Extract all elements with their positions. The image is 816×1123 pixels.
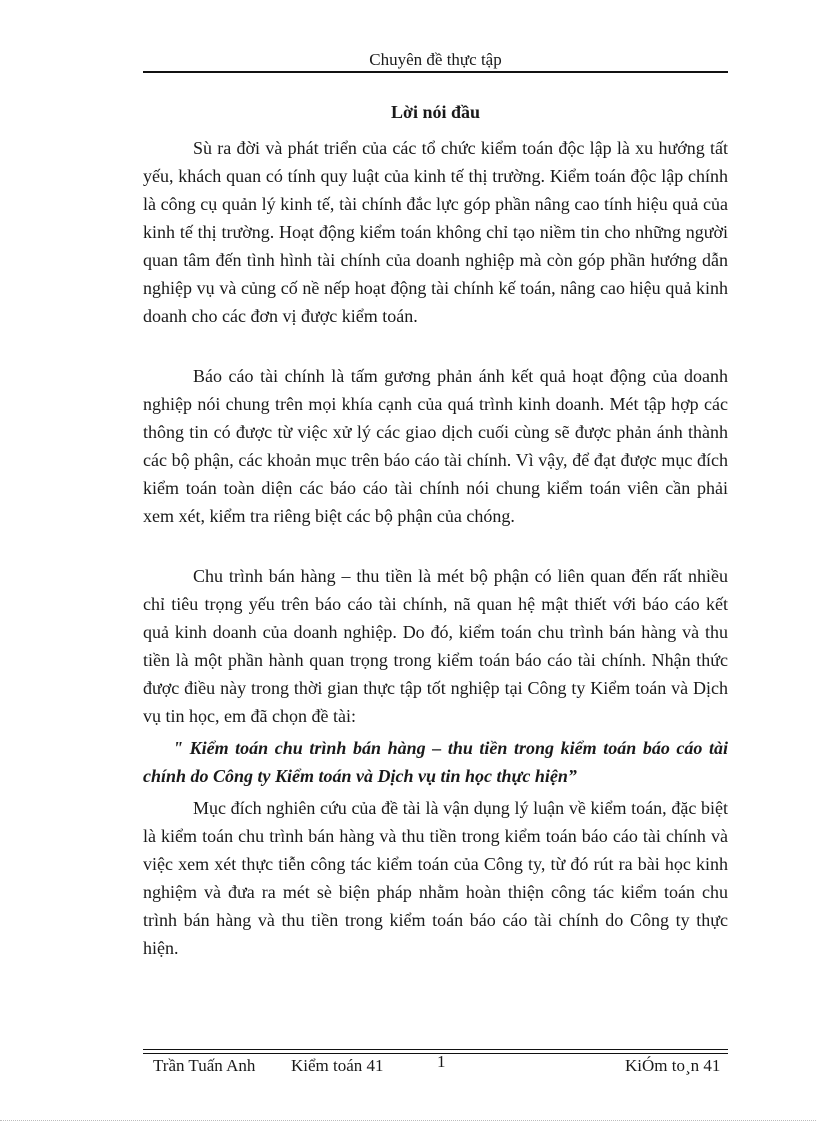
header-rule — [143, 71, 728, 73]
paragraph-3: Chu trình bán hàng – thu tiền là mét bộ phận có liên quan đến rất nhiều chỉ tiêu trọng yếu trên báo cáo tài chính, nã quan hệ mật thiết với báo cáo kết quả kinh doanh của doanh nghiệp. Do đó, kiểm toán chu trình bán hàng và thu tiền là một phần hành quan trọng trong kiểm toán báo cáo tài chính. Nhận thức được điều này trong thời gian thực tập tốt nghiệp tại Công ty Kiểm toán và Dịch vụ tin học, em đã chọn đề tài: — [143, 566, 728, 726]
footer-course: Kiểm toán 41 — [291, 1056, 384, 1075]
document-heading: Lời nói đầu — [390, 102, 480, 122]
footer-author: Trần Tuấn Anh — [153, 1056, 256, 1075]
page-number: 1 — [437, 1052, 446, 1071]
page-header-title: Chuyên đề thực tập — [369, 50, 502, 69]
footer-rule — [143, 1049, 728, 1054]
page-edge — [0, 1120, 816, 1121]
paragraph-2: Báo cáo tài chính là tấm gương phản ánh kết quả hoạt động của doanh nghiệp nói chung trên mọi khía cạnh của quá trình kinh doanh. Mét tập hợp các thông tin có được từ việc xử lý các giao dịch cuối cùng sẽ được phản ánh thành các bộ phận, các khoản mục trên báo cáo tài chính. Vì vậy, để đạt được mục đích kiểm toán toàn diện các báo cáo tài chính nói chung kiểm toán viên cần phải xem xét, kiểm tra riêng biệt các bộ phận của chóng. — [143, 366, 728, 526]
paragraph-5: Mục đích nghiên cứu của đề tài là vận dụng lý luận về kiểm toán, đặc biệt là kiểm toán chu trình bán hàng và thu tiền trong kiểm toán báo cáo tài chính và việc xem xét thực tiễn công tác kiểm toán của Công ty, từ đó rút ra bài học kinh nghiệm và đưa ra mét sè biện pháp nhằm hoàn thiện công tác kiểm toán chu trình bán hàng và thu tiền trong kiểm toán báo cáo tài chính do Công ty thực hiện. — [143, 798, 728, 958]
thesis-title: " Kiểm toán chu trình bán hàng – thu tiền trong kiểm toán báo cáo tài chính do Công ty Kiểm toán và Dịch vụ tin học thực hiện” — [143, 738, 728, 786]
footer-right-text: KiÓm to¸n 41 — [625, 1056, 721, 1075]
paragraph-1: Sù ra đời và phát triển của các tổ chức kiểm toán độc lập là xu hướng tất yếu, khách quan có tính quy luật của kinh tế thị trường. Kiểm toán độc lập chính là công cụ quản lý kinh tế, tài chính đắc lực góp phần nâng cao tính hiệu quả của kinh tế thị trường. Hoạt động kiểm toán không chỉ tạo niềm tin cho những người quan tâm đến tình hình tài chính của doanh nghiệp mà còn góp phần hướng dẫn nghiệp vụ và củng cố nề nếp hoạt động tài chính kế toán, nâng cao hiệu quả kinh doanh cho các đơn vị được kiểm toán. — [143, 138, 728, 326]
